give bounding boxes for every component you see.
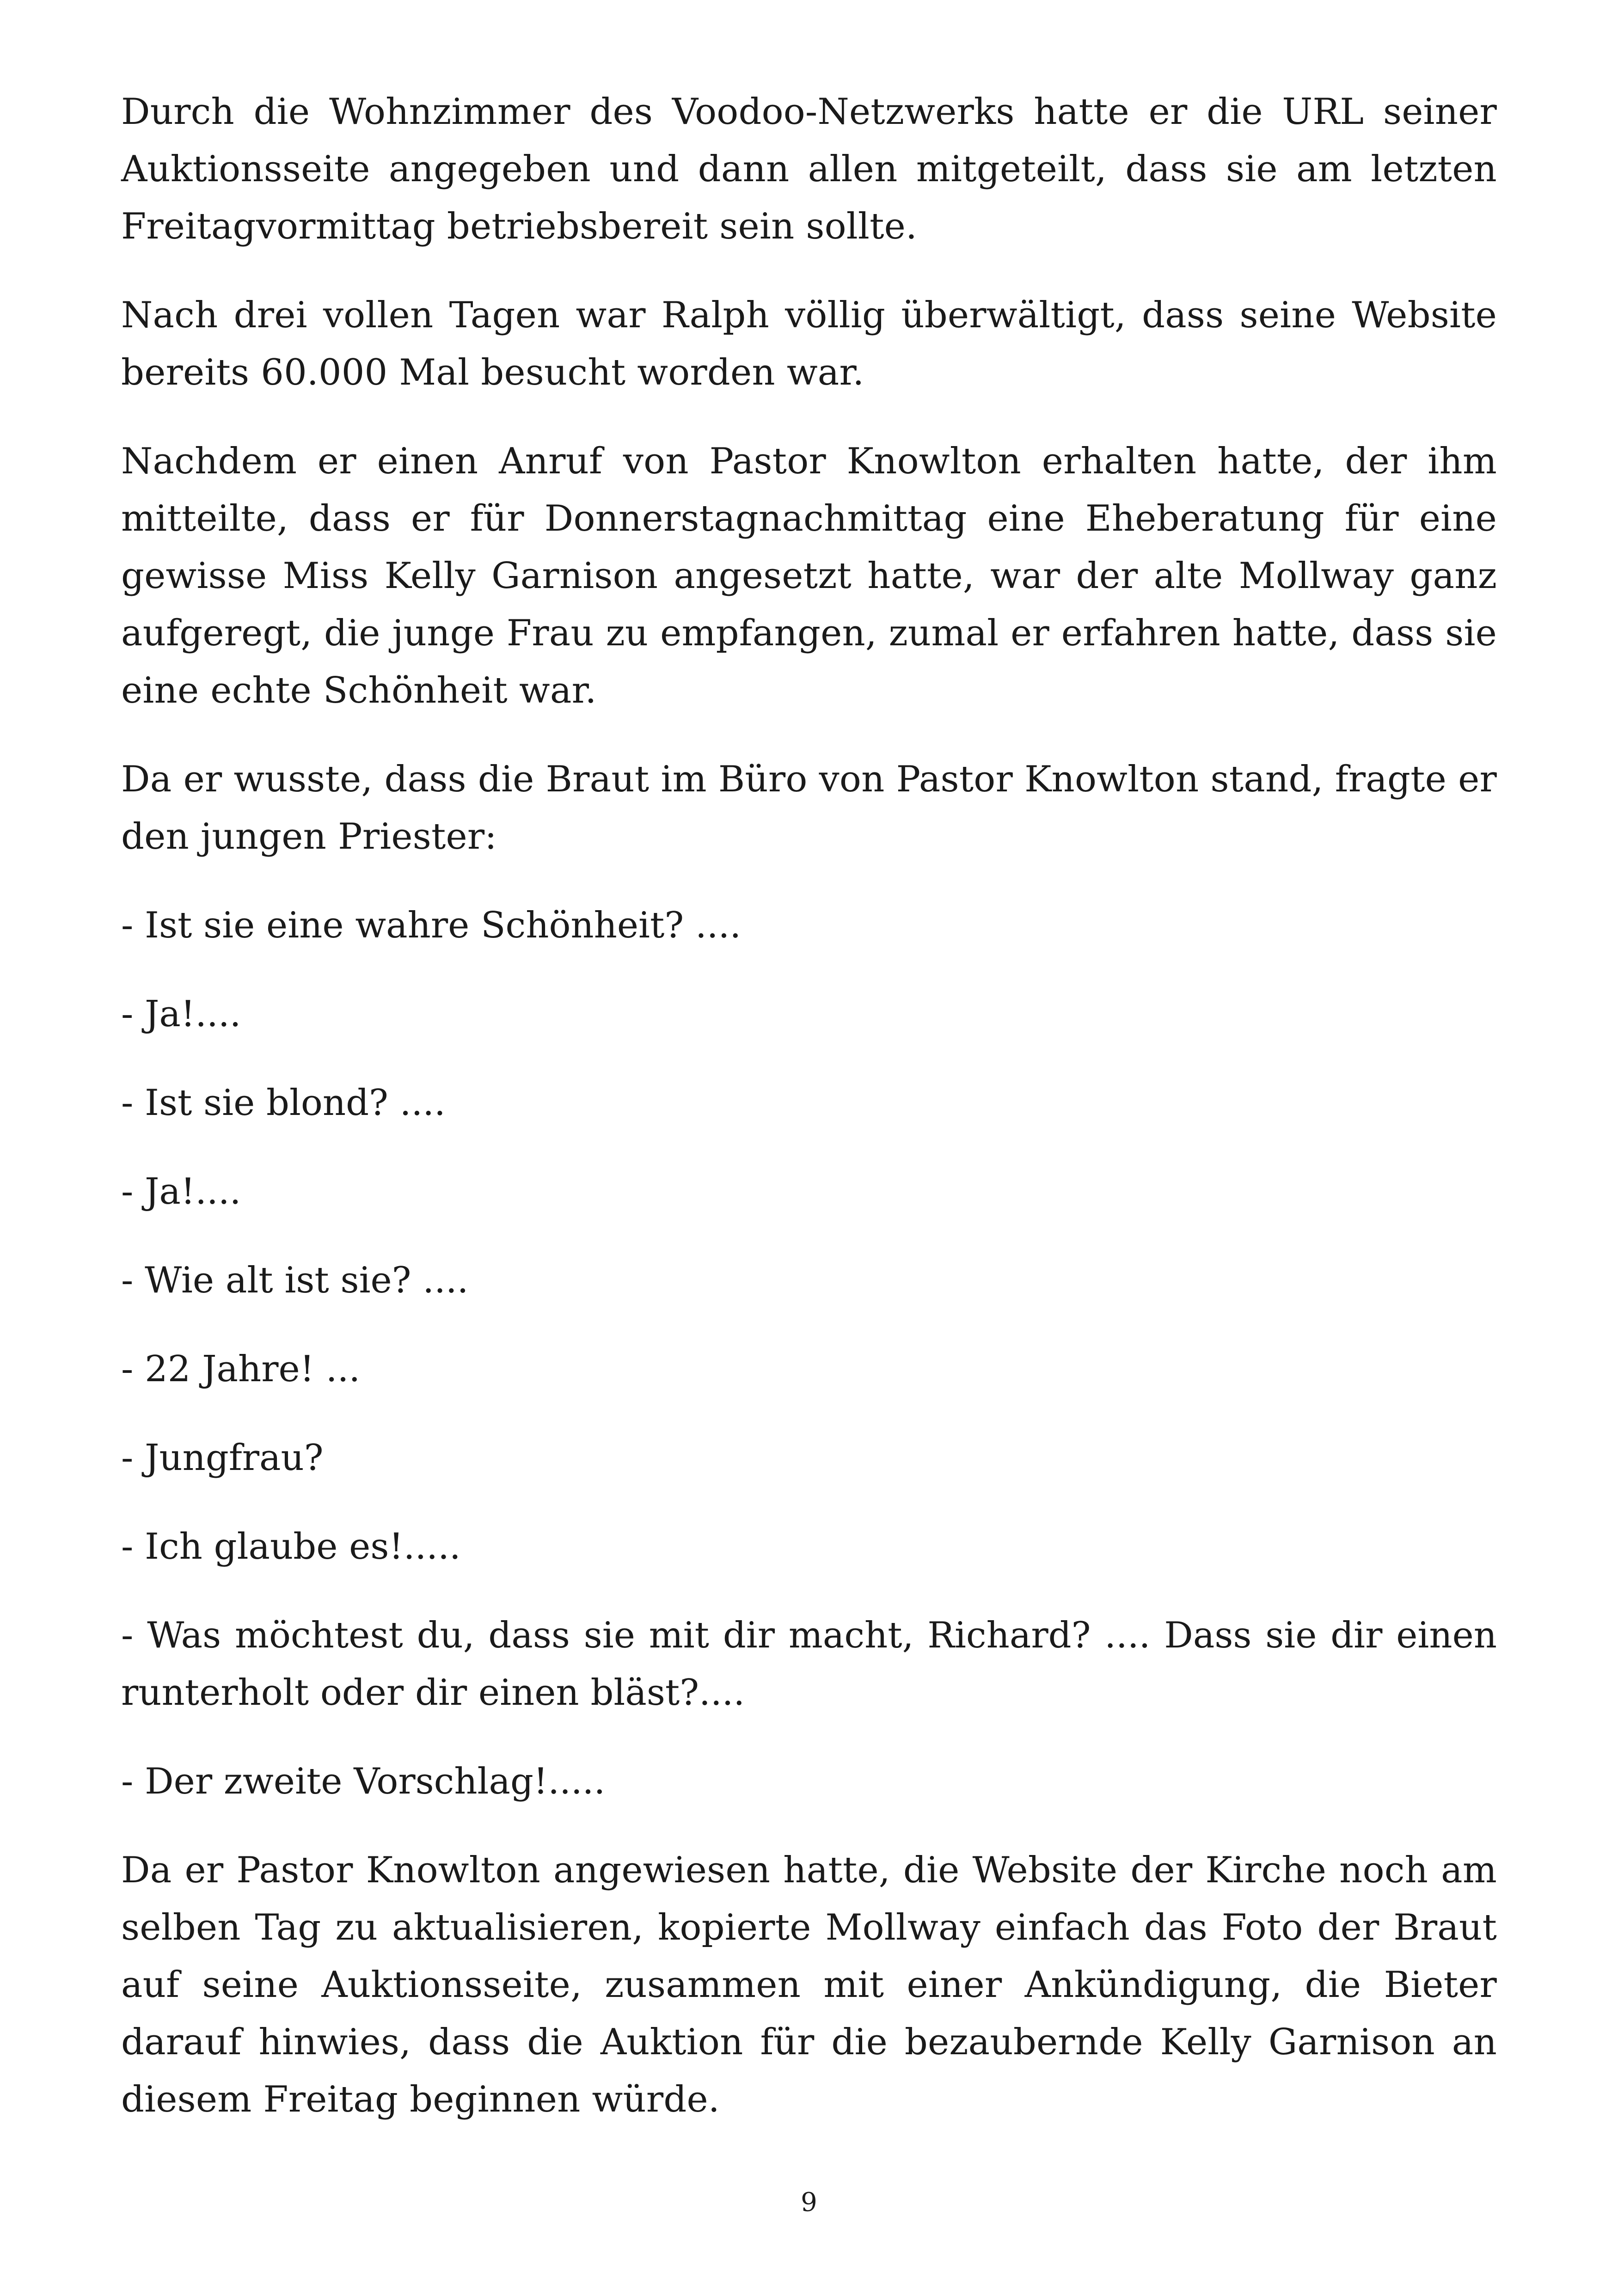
dialog-line: - Ich glaube es!.....: [121, 1526, 461, 1567]
page-number: 9: [801, 2187, 817, 2217]
paragraph-4: Da er wusste, dass die Braut im Büro von Pastor Knowlton stand, fragte er den jungen Priester:: [121, 759, 1497, 857]
paragraph-1: Durch die Wohnzimmer des Voodoo-Netzwerks hatte er die URL seiner Auktionsseite angegeben und dann allen mitgeteilt, dass sie am letzten Freitagvormittag betriebsbereit sein sollte.: [121, 91, 1497, 247]
dialog-line: - Ja!....: [121, 993, 241, 1035]
dialog-line: - Der zweite Vorschlag!.....: [121, 1761, 606, 1802]
page-body: [121, 83, 1497, 2160]
paragraph-2: Nach drei vollen Tagen war Ralph völlig überwältigt, dass seine Website bereits 60.000 Mal besucht worden war.: [121, 294, 1497, 393]
dialog-line: - Wie alt ist sie? ....: [121, 1260, 469, 1301]
dialog-line: - Ja!....: [121, 1171, 241, 1212]
dialog-line: - Jungfrau?: [121, 1437, 324, 1479]
closing-paragraph: Da er Pastor Knowlton angewiesen hatte, die Website der Kirche noch am selben Tag zu aktualisieren, kopierte Mollway einfach das Foto der Braut auf seine Auktionsseite, zusammen mit einer Ankündigung, die Bieter darauf hinwies, dass die Auktion für die bezaubernde Kelly Garnison an diesem Freitag beginnen würde.: [121, 1849, 1497, 2120]
dialog-line: - Was möchtest du, dass sie mit dir macht, Richard? .... Dass sie dir einen runterholt oder dir einen bläst?....: [121, 1615, 1497, 1714]
dialog-line: - Ist sie blond? ....: [121, 1082, 446, 1124]
paragraph-3: Nachdem er einen Anruf von Pastor Knowlton erhalten hatte, der ihm mitteilte, dass er für Donnerstagnachmittag eine Eheberatung für eine gewisse Miss Kelly Garnison angesetzt hatte, war der alte Mollway ganz aufgeregt, die junge Frau zu empfangen, zumal er erfahren hatte, dass sie eine echte Schönheit war.: [121, 441, 1497, 711]
dialog-line: - 22 Jahre! ...: [121, 1348, 361, 1390]
dialog-line: - Ist sie eine wahre Schönheit? ....: [121, 905, 742, 946]
